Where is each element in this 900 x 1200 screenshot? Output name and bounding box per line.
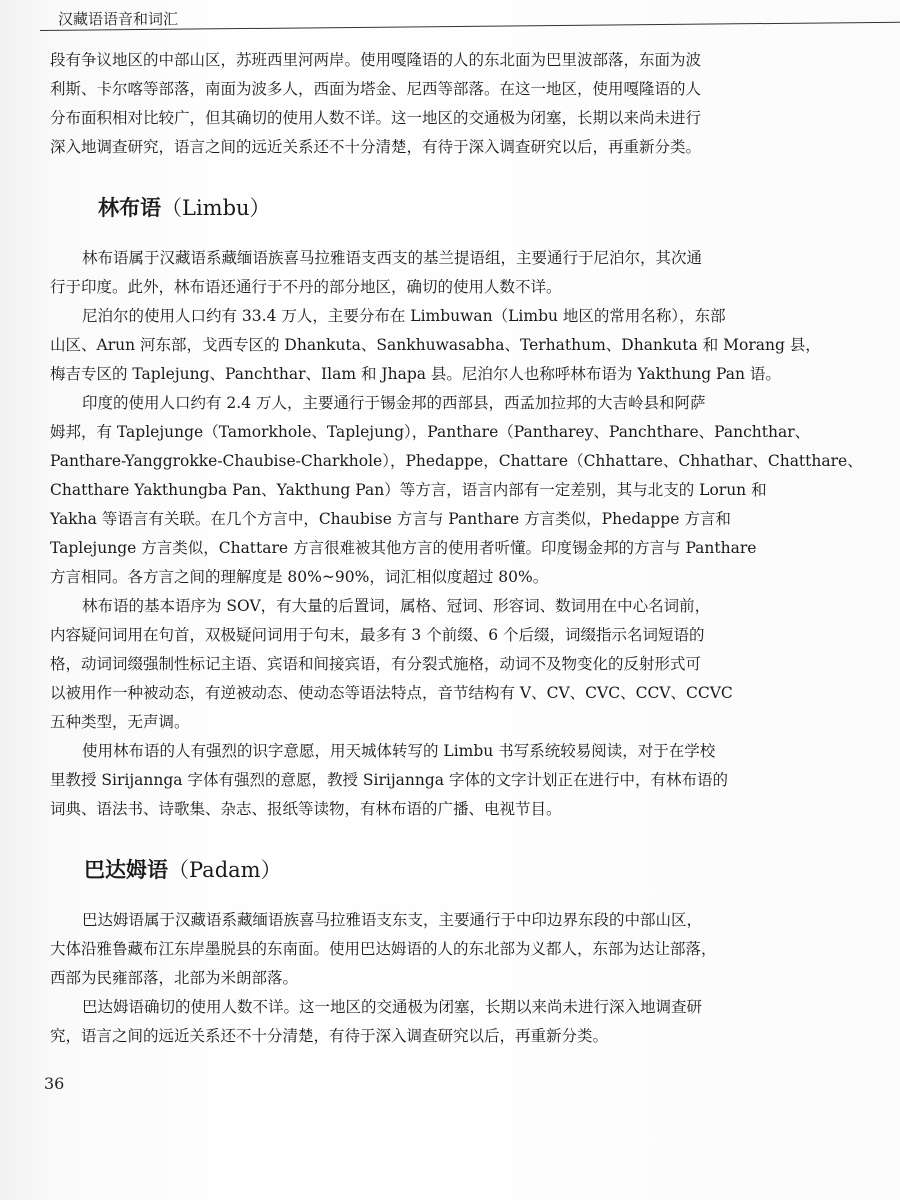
section-title-latin: （Padam） (168, 858, 282, 882)
text-line: Taplejunge 方言类似，Chattare 方言很难被其他方言的使用者听懂。印度锡金邦的方言与 Panthare (50, 539, 757, 557)
text-line: 林布语属于汉藏语系藏缅语族喜马拉雅语支西支的基兰提语组，主要通行于尼泊尔，其次通 (82, 249, 703, 267)
section-heading-padam (50, 848, 825, 892)
text-line: 里教授 Sirijannga 字体有强烈的意愿，教授 Sirijannga 字体的文字计划正在进行中，有林布语的 (50, 771, 728, 789)
text-line: 利斯、卡尔喀等部落，南面为波多人，西面为塔金、尼西等部落。在这一地区，使用嘎隆语的人 (50, 80, 702, 98)
paragraph (50, 906, 825, 993)
text-line: 内容疑问词用在句首，双极疑问词用于句末，最多有 3 个前缀、6 个后缀，词缀指示名词短语的 (50, 626, 705, 644)
text-line: 方言相同。各方言之间的理解度是 80%~90%，词汇相似度超过 80%。 (50, 568, 549, 586)
text-line: 段有争议地区的中部山区，苏班西里河两岸。使用嘎隆语的人的东北面为巴里波部落，东面为波 (50, 51, 702, 69)
text-line: Chatthare Yakthungba Pan、Yakthung Pan）等方言，语言内部有一定差别，其与北支的 Lorun 和 (50, 481, 767, 499)
text-line: Yakha 等语言有关联。在几个方言中，Chaubise 方言与 Panthare 方言类似，Phedappe 方言和 (50, 510, 731, 528)
page-body (50, 46, 863, 1051)
text-line: 西部为民雍部落，北部为米朗部落。 (50, 969, 299, 987)
page-number: 36 (44, 1074, 65, 1093)
section-title: 林布语 (98, 196, 161, 220)
text-line: 巴达姆语确切的使用人数不详。这一地区的交通极为闭塞，长期以来尚未进行深入地调查研 (82, 998, 703, 1016)
paragraph (50, 737, 825, 824)
text-line: Panthare-Yanggrokke-Chaubise-Charkhole），Phedappe，Chattare（Chhattare、Chhathar、Chatthare、 (50, 452, 863, 470)
text-line: 姆邦，有 Taplejunge（Tamorkhole、Taplejung），Panthare（Pantharey、Panchthare、Panchthar、 (50, 423, 811, 441)
text-line: 分布面积相对比较广，但其确切的使用人数不详。这一地区的交通极为闭塞，长期以来尚未进行 (50, 109, 702, 127)
running-head: 汉藏语语音和词汇 (58, 10, 179, 28)
text-line: 词典、语法书、诗歌集、杂志、报纸等读物，有林布语的广播、电视节目。 (50, 800, 562, 818)
intro-paragraph (50, 46, 825, 162)
paragraph (50, 993, 825, 1051)
text-line: 以被用作一种被动态，有逆被动态、使动态等语法特点，音节结构有 V、CV、CVC、CCV、CCVC (50, 684, 733, 702)
text-line: 林布语的基本语序为 SOV，有大量的后置词，属格、冠词、形容词、数词用在中心名词前， (82, 597, 711, 615)
section-heading-limbu (50, 186, 825, 230)
text-line: 梅吉专区的 Taplejung、Panchthar、Ilam 和 Jhapa 县。尼泊尔人也称呼林布语为 Yakthung Pan 语。 (50, 365, 781, 383)
text-line: 格，动词词缀强制性标记主语、宾语和间接宾语，有分裂式施格，动词不及物变化的反射形式可 (50, 655, 702, 673)
text-line: 五种类型，无声调。 (50, 713, 190, 731)
text-line: 尼泊尔的使用人口约有 33.4 万人，主要分布在 Limbuwan（Limbu 地区的常用名称），东部 (82, 307, 726, 325)
section-title: 巴达姆语 (84, 858, 168, 882)
paragraph (50, 302, 825, 389)
text-line: 大体沿雅鲁藏布江东岸墨脱县的东南面。使用巴达姆语的人的东北部为义都人，东部为达让部落， (50, 940, 717, 958)
text-line: 究，语言之间的远近关系还不十分清楚，有待于深入调查研究以后，再重新分类。 (50, 1027, 609, 1045)
text-line: 山区、Arun 河东部，戈西专区的 Dhankuta、Sankhuwasabha、Terhathum、Dhankuta 和 Morang 县， (50, 336, 821, 354)
section-title-latin: （Limbu） (161, 196, 271, 220)
paragraph (50, 592, 825, 737)
text-line: 行于印度。此外，林布语还通行于不丹的部分地区，确切的使用人数不详。 (50, 278, 562, 296)
text-line: 深入地调查研究，语言之间的远近关系还不十分清楚，有待于深入调查研究以后，再重新分类。 (50, 138, 702, 156)
paragraph (50, 389, 863, 592)
text-line: 使用林布语的人有强烈的识字意愿，用天城体转写的 Limbu 书写系统较易阅读，对于在学校 (82, 742, 716, 760)
paragraph (50, 244, 825, 302)
text-line: 巴达姆语属于汉藏语系藏缅语族喜马拉雅语支东支，主要通行于中印边界东段的中部山区， (82, 911, 703, 929)
text-line: 印度的使用人口约有 2.4 万人，主要通行于锡金邦的西部县，西孟加拉邦的大吉岭县和阿萨 (82, 394, 706, 412)
